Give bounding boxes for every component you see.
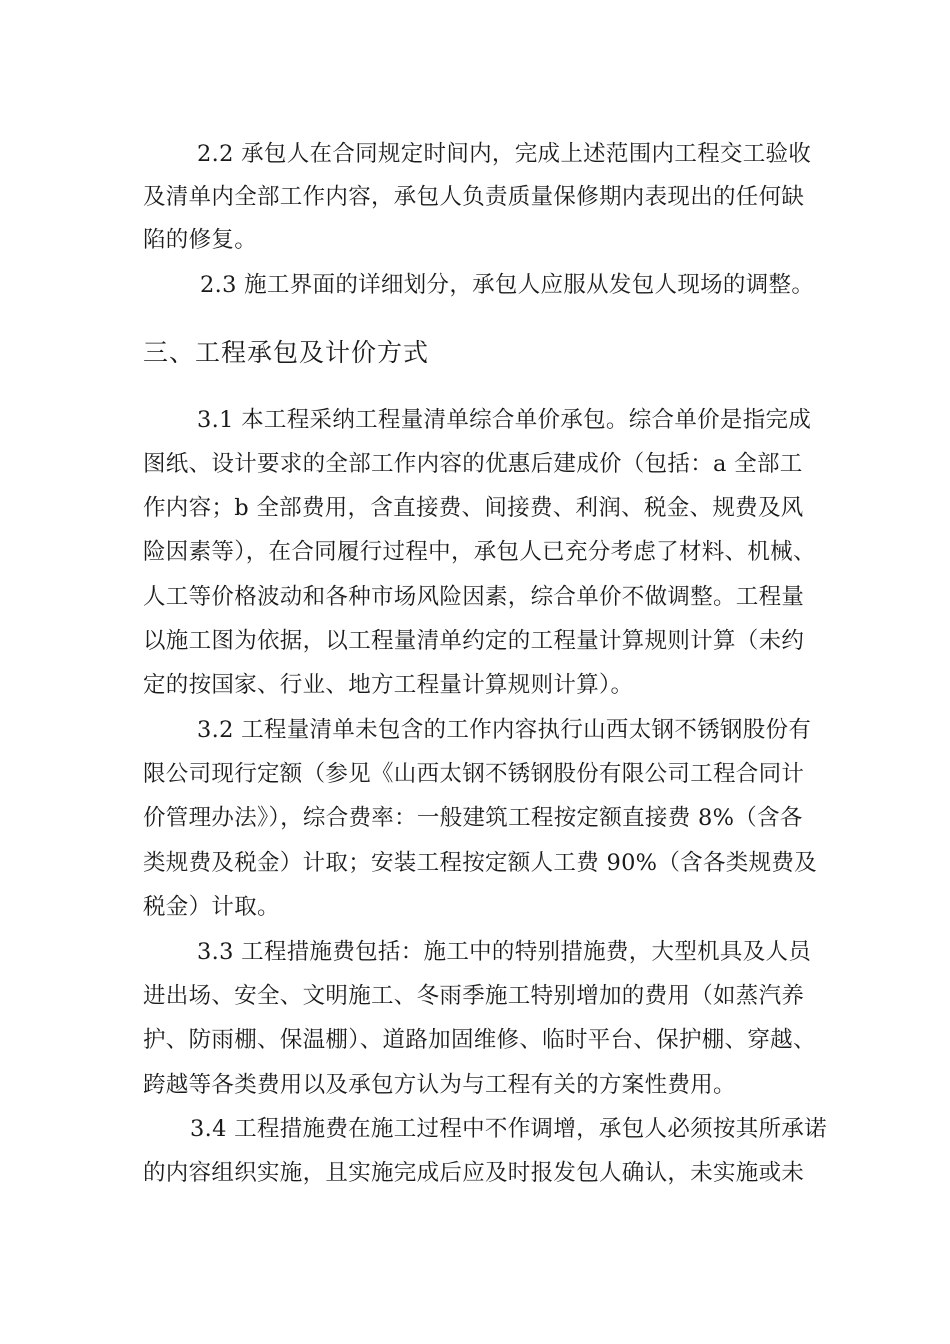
paragraph-3-2-line-2: 限公司现行定额（参见《山西太钢不锈钢股份有限公司工程合同计 (143, 761, 805, 787)
paragraph-3-4-line-2: 的内容组织实施，且实施完成后应及时报发包人确认，未实施或未 (143, 1160, 805, 1186)
paragraph-2-2-line-3: 陷的修复。 (143, 227, 258, 253)
paragraph-3-1-line-6: 以施工图为依据，以工程量清单约定的工程量计算规则计算（未约 (143, 628, 805, 654)
paragraph-3-3-line-3: 护、防雨棚、保温棚）、道路加固维修、临时平台、保护棚、穿越、 (143, 1027, 816, 1053)
section-heading: 三、工程承包及计价方式 (143, 338, 430, 367)
paragraph-2-3-line-1: 2.3 施工界面的详细划分，承包人应服从发包人现场的调整。 (200, 272, 815, 298)
paragraph-3-1-line-5: 人工等价格波动和各种市场风险因素，综合单价不做调整。工程量 (143, 584, 805, 610)
paragraph-3-2-line-4: 类规费及税金）计取；安装工程按定额人工费 90%（含各类规费及 (143, 850, 817, 876)
paragraph-3-1-line-4: 险因素等），在合同履行过程中，承包人已充分考虑了材料、机械、 (143, 539, 816, 565)
paragraph-3-4-line-1: 3.4 工程措施费在施工过程中不作调增，承包人必须按其所承诺 (190, 1116, 827, 1142)
paragraph-2-2-line-1: 2.2 承包人在合同规定时间内，完成上述范围内工程交工验收 (197, 141, 812, 167)
paragraph-2-2-line-2: 及清单内全部工作内容，承包人负责质量保修期内表现出的任何缺 (143, 184, 805, 210)
paragraph-3-2-line-3: 价管理办法》），综合费率：一般建筑工程按定额直接费 8%（含各 (143, 805, 803, 831)
paragraph-3-3-line-4: 跨越等各类费用以及承包方认为与工程有关的方案性费用。 (143, 1072, 736, 1098)
paragraph-3-2-line-5: 税金）计取。 (143, 894, 280, 920)
paragraph-3-2-line-1: 3.2 工程量清单未包含的工作内容执行山西太钢不锈钢股份有 (197, 717, 812, 743)
paragraph-3-3-line-1: 3.3 工程措施费包括：施工中的特别措施费，大型机具及人员 (197, 939, 812, 965)
paragraph-3-1-line-1: 3.1 本工程采纳工程量清单综合单价承包。综合单价是指完成 (197, 407, 812, 433)
paragraph-3-1-line-2: 图纸、设计要求的全部工作内容的优惠后建成价（包括：a 全部工 (143, 451, 803, 477)
paragraph-3-1-line-7: 定的按国家、行业、地方工程量计算规则计算）。 (143, 672, 634, 698)
paragraph-3-1-line-3: 作内容；b 全部费用，含直接费、间接费、利润、税金、规费及风 (143, 495, 804, 521)
paragraph-3-3-line-2: 进出场、安全、文明施工、冬雨季施工特别增加的费用（如蒸汽养 (143, 983, 805, 1009)
